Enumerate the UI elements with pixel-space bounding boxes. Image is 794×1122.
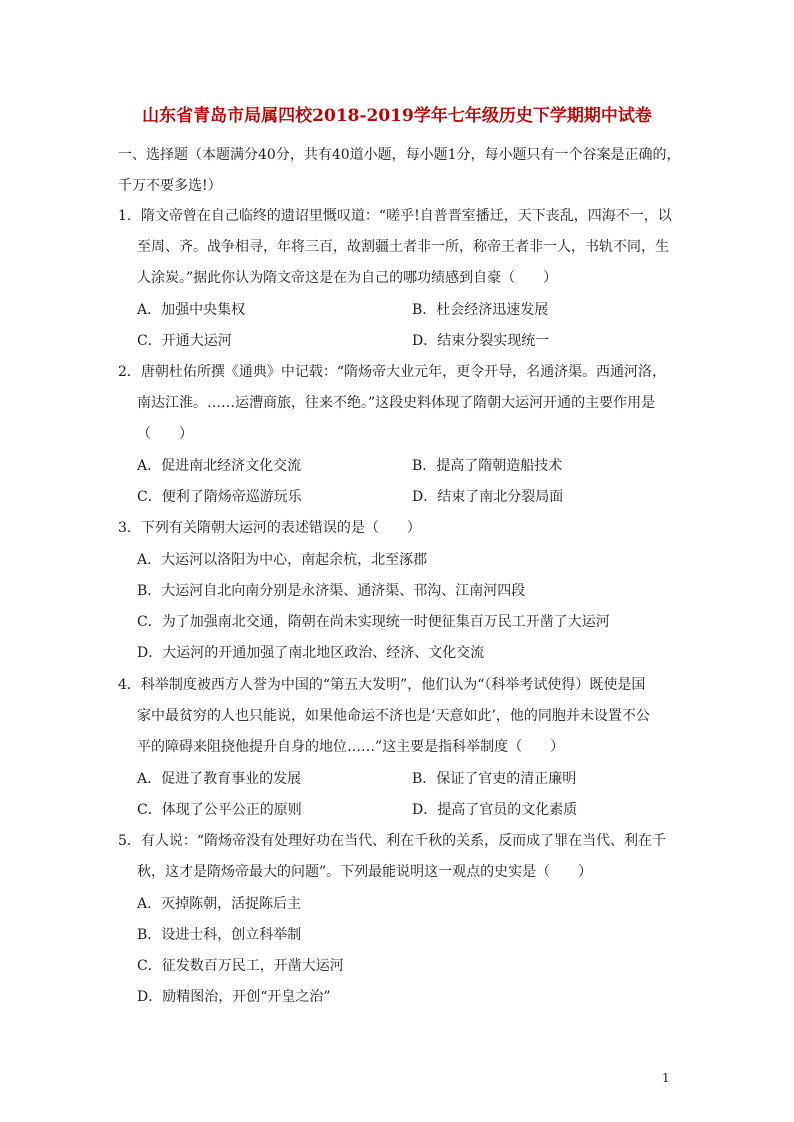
- question-2-stem: [118, 357, 666, 450]
- question-1-option-a: A．加强中央集权: [137, 302, 246, 318]
- question-1-stem-line-2: 至周、齐。战争相寻，年将三百，故割疆土者非一所，称帝王者非一人，书轨不同，生: [137, 239, 669, 255]
- question-5-option-a: A．灭掉陈朝，活捉陈后主: [137, 896, 302, 912]
- question-3-option-a: A．大运河以洛阳为中心，南起余杭，北至涿郡: [137, 552, 428, 568]
- question-5-stem-line-2: 秋，这才是隋炀帝最大的问题”。下列最能说明这一观点的史实是（ ）: [137, 864, 593, 880]
- question-4-option-a: A．促进了教育事业的发展: [137, 771, 302, 787]
- question-4-option-c: C．体现了公平公正的原则: [137, 802, 302, 818]
- question-5-stem: [118, 826, 666, 888]
- question-1-option-d: D．结束分裂实现统一: [412, 333, 550, 349]
- question-4-stem: [118, 670, 650, 763]
- question-3-stem: [118, 513, 421, 544]
- question-2-stem-line-1: 2．唐朝杜佑所撰《通典》中记载：“隋炀帝大业元年，更令开导，名通济渠。西通河洛，: [118, 364, 667, 380]
- question-2-stem-line-2: 南达江淮。……运漕商旅，往来不绝。”这段史料体现了隋朝大运河开通的主要作用是: [137, 395, 656, 411]
- question-4-stem-line-3: 平的障碍来阻挠他提升自身的地位……”这主要是指科举制度（ ）: [137, 739, 565, 755]
- page-number: 1: [662, 1071, 670, 1085]
- question-1-option-b: B．杜会经济迅速发展: [412, 302, 549, 318]
- question-5-stem-line-1: 5．有人说：“隋炀帝没有处理好功在当代、利在千秋的关系，反而成了罪在当代、利在千: [118, 833, 667, 849]
- question-1-stem: [118, 201, 672, 294]
- question-4-option-b: B．保证了官吏的清正廉明: [412, 771, 577, 787]
- question-4-stem-line-2: 家中最贫穷的人也只能说，如果他命运不济也是‘天意如此’，他的同胞并未设置不公: [137, 708, 650, 724]
- question-4-option-d: D．提高了官员的文化素质: [412, 802, 578, 818]
- question-5-option-d: D．励精图治，开创“开皇之治”: [137, 989, 331, 1005]
- question-1-stem-line-1: 1．隋文帝曾在自己临终的遗诏里慨叹道：“嗟乎!自普晋室播迁，天下丧乱，四海不一，以: [118, 208, 672, 224]
- question-5-option-b: B．设进士科，创立科举制: [137, 927, 302, 943]
- question-1-stem-line-3: 人涂炭。”据此你认为隋文帝这是在为自己的哪功绩感到自豪（ ）: [137, 270, 558, 286]
- question-2-option-a: A．促进南北经济文化交流: [137, 458, 302, 474]
- question-2-stem-line-3: （ ）: [137, 426, 193, 442]
- question-4-stem-line-1: 4．科举制度被西方人誉为中国的“第五大发明”，他们认为“（科举考试使得）既使是国: [118, 677, 646, 693]
- section-instructions-line-2: 千万不要多选!）: [118, 178, 222, 194]
- question-2-option-b: B．提高了隋朝造船技术: [412, 458, 563, 474]
- question-2-option-d: D．结束了南北分裂局面: [412, 489, 564, 505]
- question-2-option-c: C．便利了隋炀帝巡游玩乐: [137, 489, 302, 505]
- question-5-option-c: C．征发数百万民工，开凿大运河: [137, 958, 344, 974]
- question-3-option-c: C．为了加强南北交通，隋朝在尚未实现统一时便征集百万民工开凿了大运河: [137, 614, 610, 630]
- exam-title: 山东省青岛市局属四校2018-2019学年七年级历史下学期期中试卷: [142, 106, 652, 126]
- question-1-option-c: C．开通大运河: [137, 333, 232, 349]
- question-3-stem-line-1: 3．下列有关隋朝大运河的表述错误的是（ ）: [118, 520, 421, 536]
- question-3-option-b: B．大运河自北向南分别是永济渠、通济渠、邗沟、江南河四段: [137, 583, 526, 599]
- section-instructions-line-1: 一、选择题（本题满分40分，共有40道小题，每小题1分，每小题只有一个谷案是正确的，: [118, 147, 681, 163]
- question-3-option-d: D．大运河的开通加强了南北地区政治、经济、文化交流: [137, 645, 485, 661]
